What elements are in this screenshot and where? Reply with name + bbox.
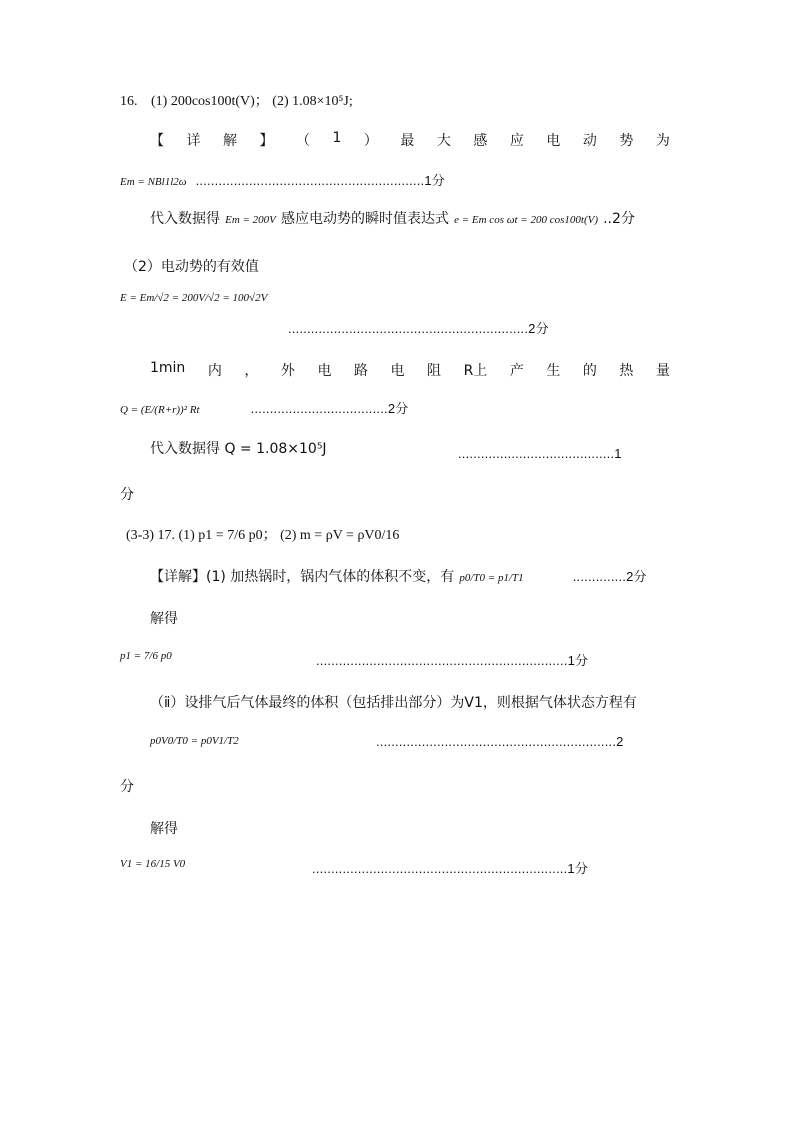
detail-heading-char: 为 [655, 133, 670, 149]
q-subst-dots: .........................................1 [458, 446, 622, 461]
q16-header [120, 90, 353, 110]
heat-heading-char: 电 [390, 363, 405, 379]
effective-emf-formula [120, 292, 267, 304]
p1-score: ..................................................................1分 [316, 653, 589, 668]
detail-heading-char: 】 [259, 133, 274, 149]
q16-answer: (1) 200cos100t(V)； (2) 1.08×10⁵J; [151, 94, 353, 109]
heat-heading-char: 产 [509, 363, 524, 379]
detail-heading-char: 应 [509, 133, 524, 149]
q16-emf-line [120, 170, 445, 189]
heat-heading-char: 阻 [427, 363, 442, 379]
emf-formula: Em = NBl1l2ω [120, 176, 187, 188]
detail-heading-char: 电 [546, 133, 561, 149]
gas-law-score-wrap: 分 [120, 779, 134, 795]
heat-heading-char: 量 [655, 363, 670, 379]
q16-heat-line [120, 398, 409, 417]
effective-emf-score: ...............................................................2分 [288, 321, 549, 336]
heat-heading-char: 1min [150, 360, 186, 376]
detail-heading-char: （ [296, 133, 310, 149]
q17-part2-text: （ⅱ）设排气后气体最终的体积（包括排出部分）为V1，则根据气体状态方程有 [150, 695, 637, 711]
heat-heading-char: 内 [207, 363, 222, 379]
detail1-score: ..............2分 [572, 569, 647, 584]
v1-score: ...................................................................1分 [312, 861, 589, 876]
heat-heading-char: 外 [280, 363, 295, 379]
subst-prefix: 代入数据得 [150, 211, 220, 227]
emf-score: ............................................................1分 [195, 173, 445, 188]
detail-heading-char: 详 [186, 133, 201, 149]
heat-score: ....................................2分 [250, 401, 409, 416]
q16-number: 16. [120, 94, 138, 109]
detail-heading-char: 大 [436, 133, 451, 149]
q16-q-substitution [150, 438, 327, 458]
detail-heading-char: 【 [150, 133, 164, 149]
q17-header: (3-3) 17. (1) p1 = 7/6 p0； (2) m = ρV = ρV0/16 [126, 528, 400, 543]
heat-heading-char: ， [244, 363, 259, 379]
detail-heading-char: 解 [223, 133, 237, 149]
solve-label-2: 解得 [150, 821, 178, 837]
detail-heading-char: 1 [332, 130, 342, 146]
eff-formula-text: E = Em/√2 = 200V/√2 = 100√2V [120, 292, 268, 304]
v1-formula: V1 = 16/15 V0 [120, 858, 186, 870]
heat-heading-char: 热 [619, 363, 634, 379]
q16-heat-heading [150, 360, 670, 380]
heat-heading-char: 电 [317, 363, 332, 379]
detail-heading-char: ） [363, 133, 378, 149]
gas-law-dots: ...............................................................2 [376, 734, 624, 749]
subst-score: ..2分 [603, 211, 635, 227]
subst-expr: e = Em cos ωt = 200 cos100t(V) [454, 214, 598, 226]
q16-detail-heading [150, 130, 670, 150]
q16-part2-title: （2）电动势的有效值 [124, 259, 259, 275]
q16-substitution-line [150, 208, 635, 228]
heat-heading-char: 的 [582, 363, 597, 379]
detail-heading-char: 势 [619, 133, 634, 149]
detail1-text: 【详解】(1) 加热锅时，锅内气体的体积不变，有 [150, 569, 455, 585]
q-subst-score-wrap: 分 [120, 487, 134, 503]
q-subst-text: 代入数据得 Q = 1.08×10⁵J [150, 441, 327, 457]
detail1-formula: p0/T0 = p1/T1 [459, 572, 524, 584]
p1-formula: p1 = 7/6 p0 [120, 650, 172, 662]
detail-heading-char: 最 [400, 133, 415, 149]
heat-heading-char: R上 [463, 363, 488, 379]
heat-heading-char: 生 [546, 363, 561, 379]
subst-mid: 感应电动势的瞬时值表达式 [281, 211, 449, 227]
subst-em: Em = 200V [225, 214, 276, 226]
solve-label-1: 解得 [150, 611, 178, 627]
gas-law-formula: p0V0/T0 = p0V1/T2 [150, 735, 239, 747]
detail-heading-char: 动 [582, 133, 597, 149]
q17-detail1-line [150, 566, 647, 586]
detail-heading-char: 感 [473, 133, 488, 149]
heat-formula: Q = (E/(R+r))² Rt [120, 404, 200, 416]
heat-heading-char: 路 [353, 363, 368, 379]
